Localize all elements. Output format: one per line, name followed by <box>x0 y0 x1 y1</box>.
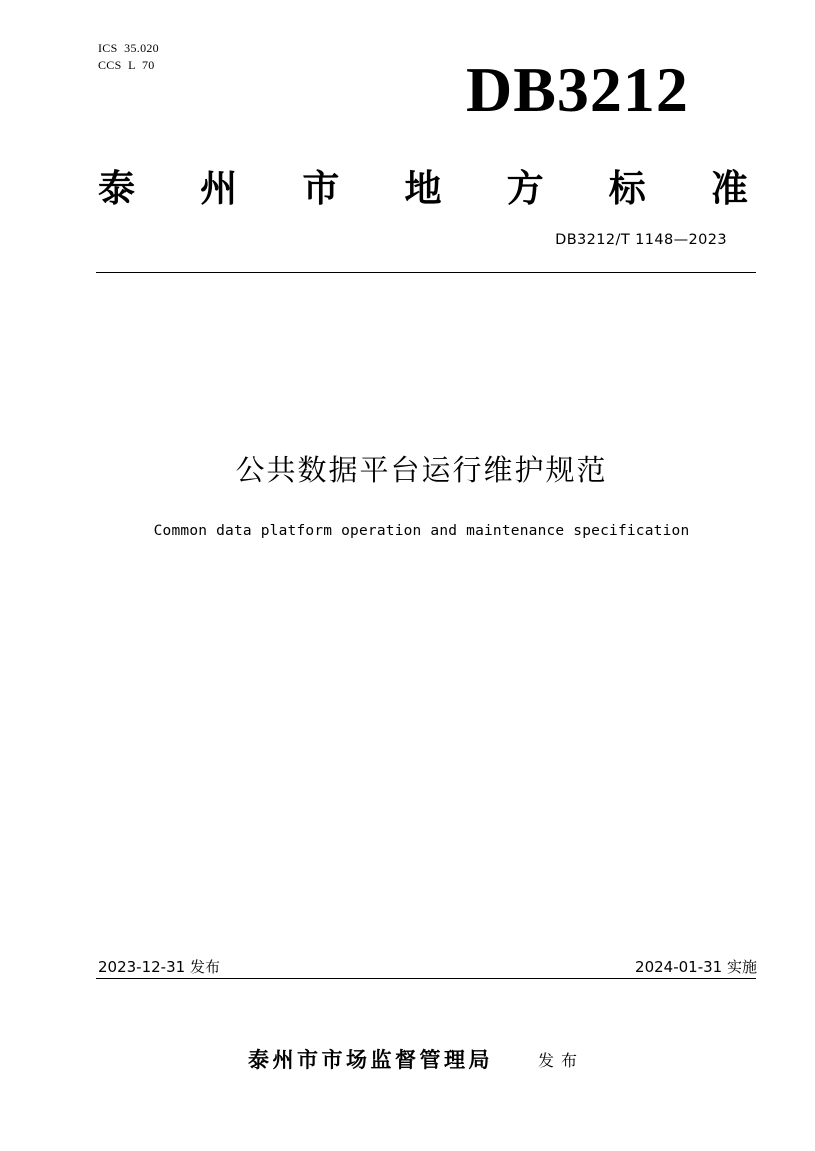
standard-type-char: 方 <box>506 166 544 210</box>
document-title-english: Common data platform operation and maintenance specification <box>153 523 690 539</box>
issue-label: 发布 <box>538 1051 585 1070</box>
standard-type-char: 市 <box>302 166 340 210</box>
ics-code: ICS 35.020 <box>98 41 159 55</box>
standard-type-char: 标 <box>608 166 646 210</box>
publish-date: 2023-12-31 发布 <box>98 958 220 976</box>
standard-type-char: 准 <box>710 166 748 210</box>
header-divider <box>96 272 756 273</box>
standard-type-char: 地 <box>404 166 442 210</box>
implement-date: 2024-01-31 实施 <box>635 958 757 976</box>
standard-type-char: 泰 <box>98 166 135 210</box>
standard-logo: DB3212 <box>466 54 689 125</box>
standard-number: DB3212/T 1148—2023 <box>555 232 727 248</box>
document-title-chinese: 公共数据平台运行维护规范 <box>235 453 608 487</box>
standard-type-heading <box>98 164 748 212</box>
ccs-code: CCS L 70 <box>98 58 155 72</box>
issuing-authority: 泰州市市场监督管理局 <box>248 1047 493 1072</box>
classification-codes <box>98 40 159 74</box>
standard-type-char: 州 <box>200 166 238 210</box>
footer-divider <box>96 978 756 979</box>
